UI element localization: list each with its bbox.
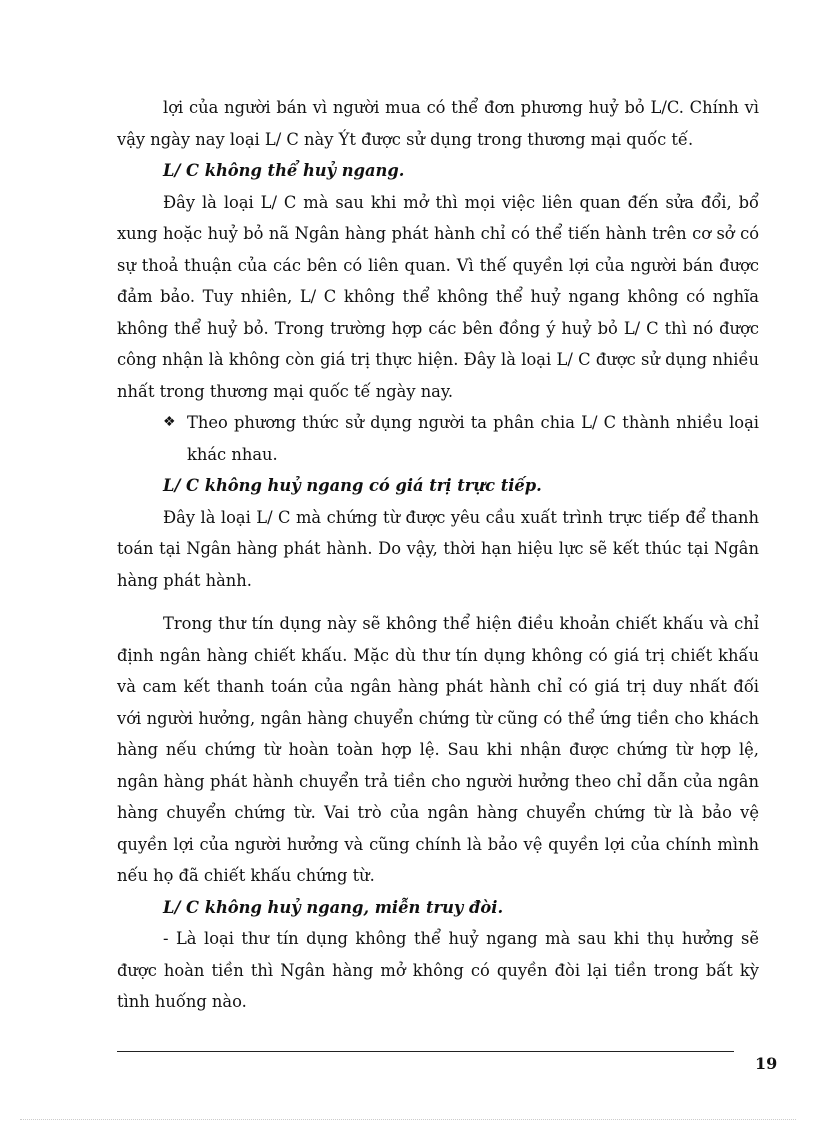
document-body: [117, 92, 759, 1018]
paragraph-5: - Là loại thư tín dụng không thể huỷ ngang mà sau khi thụ hưởng sẽ được hoàn tiền thì Ngân hàng mở không có quyền đòi lại tiền trong bất kỳ tình huống nào.: [117, 929, 759, 1011]
page-border: [20, 1119, 796, 1120]
paragraph-2: Đây là loại L/ C mà sau khi mở thì mọi việc liên quan đến sửa đổi, bổ xung hoặc huỷ bỏ nã Ngân hàng phát hành chỉ có thể tiến hành trên cơ sở có sự thoả thuận của các bên có liên quan. Vì thế quyền lợi của người bán được đảm bảo. Tuy nhiên, L/ C không thể không thể huỷ ngang không có nghĩa không thể huỷ bỏ. Trong trường hợp các bên đồng ý huỷ bỏ L/ C thì nó được công nhận là không còn giá trị thực hiện. Đây là loại L/ C được sử dụng nhiều nhất trong thương mại quốc tế ngày nay.: [117, 192, 759, 401]
paragraph-1: lợi của người bán vì người mua có thể đơn phương huỷ bỏ L/C. Chính vì vậy ngày nay loại L/ C này Ýt được sử dụng trong thương mại quốc tế.: [117, 98, 759, 149]
diamond-bullet-icon: ❖: [163, 414, 176, 430]
paragraph-4: Trong thư tín dụng này sẽ không thể hiện điều khoản chiết khấu và chỉ định ngân hàng chiết khấu. Mặc dù thư tín dụng không có giá trị chiết khấu và cam kết thanh toán của ngân hàng phát hành chỉ có giá trị duy nhất đối với người hưởng, ngân hàng chuyển chứng từ cũng có thể ứng tiền cho khách hàng nếu chứng từ hoàn toàn hợp lệ. Sau khi nhận được chứng từ hợp lệ, ngân hàng phát hành chuyển trả tiền cho người hưởng theo chỉ dẫn của ngân hàng chuyển chứng từ. Vai trò của ngân hàng chuyển chứng từ là bảo vệ quyền lợi của người hưởng và cũng chính là bảo vệ quyền lợi của chính mình nếu họ đã chiết khấu chứng từ.: [117, 614, 759, 885]
heading-without-recourse-lc: L/ C không huỷ ngang, miễn truy đòi.: [163, 897, 504, 917]
heading-irrevocable-lc: L/ C không thể huỷ ngang.: [163, 161, 405, 180]
page-number: 19: [755, 1054, 778, 1073]
footer-divider: [117, 1051, 734, 1052]
heading-direct-value-lc: L/ C không huỷ ngang có giá trị trực tiếp.: [163, 476, 542, 495]
bullet-text: Theo phương thức sử dụng người ta phân chia L/ C thành nhiều loại khác nhau.: [187, 413, 759, 464]
paragraph-3: Đây là loại L/ C mà chứng từ được yêu cầu xuất trình trực tiếp để thanh toán tại Ngân hàng phát hành. Do vậy, thời hạn hiệu lực sẽ kết thúc tại Ngân hàng phát hành.: [117, 507, 759, 590]
bullet-item: [117, 407, 759, 470]
